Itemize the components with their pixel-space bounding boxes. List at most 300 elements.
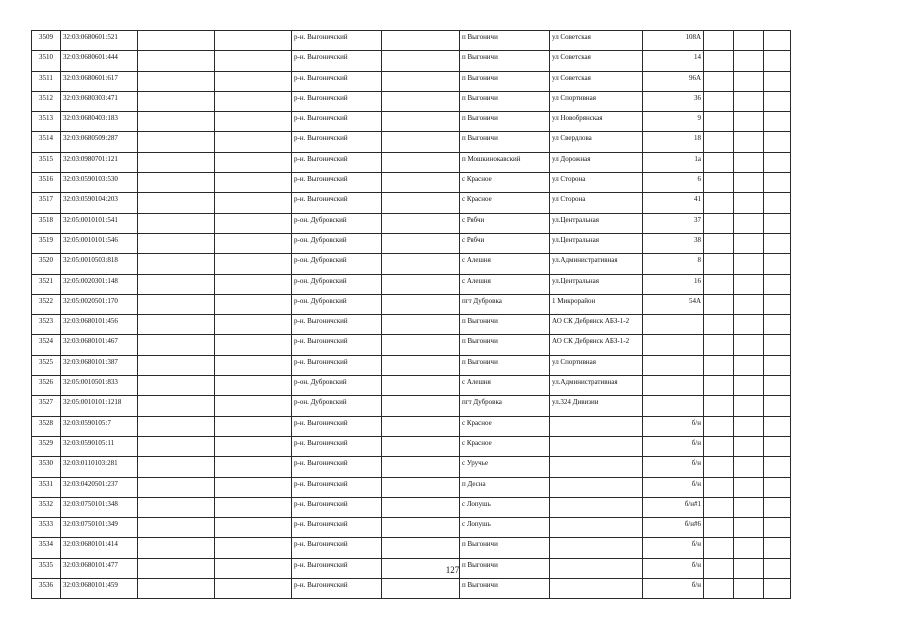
house-number-cell: 9 (643, 112, 704, 132)
empty-cell (734, 497, 764, 517)
table-row (32, 396, 791, 416)
empty-cell (764, 315, 791, 335)
table-row (32, 173, 791, 193)
empty-cell (382, 457, 460, 477)
empty-cell (764, 396, 791, 416)
empty-cell (215, 233, 292, 253)
street-cell (550, 436, 643, 456)
empty-cell (734, 173, 764, 193)
house-number-cell: 37 (643, 213, 704, 233)
district-cell: р-н. Выгоничский (292, 71, 382, 91)
row-number-cell: 3523 (32, 315, 61, 335)
empty-cell (215, 457, 292, 477)
table-row (32, 112, 791, 132)
empty-cell (734, 477, 764, 497)
row-number-cell: 3531 (32, 477, 61, 497)
empty-cell (764, 376, 791, 396)
empty-cell (764, 436, 791, 456)
house-number-cell: б/н#6 (643, 518, 704, 538)
empty-cell (704, 31, 734, 51)
empty-cell (734, 51, 764, 71)
district-cell: р-н. Выгоничский (292, 457, 382, 477)
empty-cell (382, 396, 460, 416)
street-cell: ул Дорожная (550, 152, 643, 172)
empty-cell (215, 274, 292, 294)
empty-cell (215, 355, 292, 375)
empty-cell (734, 193, 764, 213)
empty-cell (704, 112, 734, 132)
street-cell (550, 416, 643, 436)
table-row (32, 51, 791, 71)
district-cell: р-н. Выгоничский (292, 112, 382, 132)
empty-cell (382, 193, 460, 213)
empty-cell (764, 457, 791, 477)
cadastral-number-cell: 32:05:0020301:148 (61, 274, 138, 294)
row-number-cell: 3512 (32, 91, 61, 111)
cadastral-number-cell: 32:03:0680101:467 (61, 335, 138, 355)
locality-cell: с Рябчи (460, 233, 550, 253)
empty-cell (704, 335, 734, 355)
table-row (32, 355, 791, 375)
empty-cell (215, 477, 292, 497)
empty-cell (704, 376, 734, 396)
empty-cell (382, 233, 460, 253)
row-number-cell: 3521 (32, 274, 61, 294)
empty-cell (764, 274, 791, 294)
street-cell (550, 497, 643, 517)
empty-cell (764, 579, 791, 599)
district-cell: р-н. Выгоничский (292, 315, 382, 335)
table-row (32, 416, 791, 436)
empty-cell (764, 497, 791, 517)
cadastral-number-cell: 32:05:0010503:818 (61, 254, 138, 274)
district-cell: р-н. Выгоничский (292, 193, 382, 213)
empty-cell (215, 254, 292, 274)
empty-cell (382, 51, 460, 71)
empty-cell (138, 213, 215, 233)
district-cell: р-н. Выгоничский (292, 51, 382, 71)
locality-cell: с Красное (460, 173, 550, 193)
street-cell: ул Советская (550, 51, 643, 71)
district-cell: р-н. Выгоничский (292, 436, 382, 456)
empty-cell (215, 518, 292, 538)
empty-cell (764, 477, 791, 497)
empty-cell (704, 396, 734, 416)
table-row (32, 376, 791, 396)
table-row (32, 254, 791, 274)
cadastral-number-cell: 32:05:0010101:541 (61, 213, 138, 233)
house-number-cell: 6 (643, 173, 704, 193)
house-number-cell: 41 (643, 193, 704, 213)
empty-cell (704, 294, 734, 314)
table-row (32, 538, 791, 558)
empty-cell (764, 213, 791, 233)
cadastral-number-cell: 32:03:0680601:521 (61, 31, 138, 51)
empty-cell (764, 91, 791, 111)
table-row (32, 436, 791, 456)
district-cell: р-он. Дубровский (292, 213, 382, 233)
street-cell: 1 Микрорайон (550, 294, 643, 314)
cadastral-number-cell: 32:03:0680101:456 (61, 315, 138, 335)
house-number-cell: б/н (643, 416, 704, 436)
cadastral-number-cell: 32:03:0590104:203 (61, 193, 138, 213)
empty-cell (215, 416, 292, 436)
empty-cell (215, 91, 292, 111)
empty-cell (764, 416, 791, 436)
locality-cell: п Выгоничи (460, 71, 550, 91)
empty-cell (382, 173, 460, 193)
locality-cell: с Красное (460, 193, 550, 213)
table-body (32, 31, 791, 599)
street-cell: ул.Административная (550, 376, 643, 396)
locality-cell: пгт Дубровка (460, 396, 550, 416)
empty-cell (138, 294, 215, 314)
empty-cell (764, 193, 791, 213)
empty-cell (734, 416, 764, 436)
empty-cell (704, 51, 734, 71)
street-cell (550, 538, 643, 558)
row-number-cell: 3518 (32, 213, 61, 233)
table-row (32, 518, 791, 538)
district-cell: р-он. Дубровский (292, 396, 382, 416)
table-row (32, 233, 791, 253)
empty-cell (138, 51, 215, 71)
row-number-cell: 3530 (32, 457, 61, 477)
empty-cell (734, 315, 764, 335)
street-cell (550, 477, 643, 497)
street-cell: ул Сторона (550, 193, 643, 213)
empty-cell (382, 436, 460, 456)
table-row (32, 91, 791, 111)
empty-cell (734, 579, 764, 599)
empty-cell (138, 315, 215, 335)
locality-cell: с Алешня (460, 254, 550, 274)
row-number-cell: 3519 (32, 233, 61, 253)
locality-cell: с Уручье (460, 457, 550, 477)
empty-cell (704, 518, 734, 538)
empty-cell (764, 254, 791, 274)
locality-cell: пгт Дубровка (460, 294, 550, 314)
empty-cell (734, 538, 764, 558)
house-number-cell (643, 396, 704, 416)
table-row (32, 477, 791, 497)
empty-cell (704, 254, 734, 274)
empty-cell (138, 233, 215, 253)
empty-cell (734, 518, 764, 538)
empty-cell (704, 457, 734, 477)
district-cell: р-он. Дубровский (292, 274, 382, 294)
cadastral-number-cell: 32:03:0680403:183 (61, 112, 138, 132)
locality-cell: п Выгоничи (460, 579, 550, 599)
empty-cell (704, 274, 734, 294)
table-row (32, 274, 791, 294)
empty-cell (138, 193, 215, 213)
row-number-cell: 3529 (32, 436, 61, 456)
empty-cell (138, 274, 215, 294)
empty-cell (764, 112, 791, 132)
empty-cell (382, 112, 460, 132)
cadastral-number-cell: 32:05:0010101:1218 (61, 396, 138, 416)
table-row (32, 152, 791, 172)
empty-cell (734, 71, 764, 91)
cadastral-number-cell: 32:03:0680101:387 (61, 355, 138, 375)
table-row (32, 315, 791, 335)
cadastral-number-cell: 32:03:0590105:7 (61, 416, 138, 436)
street-cell: ул.324 Дивизии (550, 396, 643, 416)
empty-cell (215, 579, 292, 599)
house-number-cell (643, 376, 704, 396)
empty-cell (704, 132, 734, 152)
district-cell: р-он. Дубровский (292, 294, 382, 314)
house-number-cell: 14 (643, 51, 704, 71)
empty-cell (215, 213, 292, 233)
empty-cell (138, 335, 215, 355)
empty-cell (138, 71, 215, 91)
locality-cell: с Лопушь (460, 518, 550, 538)
empty-cell (704, 538, 734, 558)
empty-cell (734, 254, 764, 274)
empty-cell (764, 152, 791, 172)
district-cell: р-н. Выгоничский (292, 518, 382, 538)
street-cell: ул Советская (550, 31, 643, 51)
empty-cell (382, 254, 460, 274)
cadastral-number-cell: 32:03:0590103:530 (61, 173, 138, 193)
district-cell: р-н. Выгоничский (292, 477, 382, 497)
empty-cell (382, 152, 460, 172)
house-number-cell: б/н (643, 436, 704, 456)
empty-cell (764, 173, 791, 193)
empty-cell (734, 457, 764, 477)
street-cell: АО СК Дебрянск АБЗ-1-2 (550, 335, 643, 355)
empty-cell (138, 376, 215, 396)
empty-cell (764, 71, 791, 91)
empty-cell (382, 477, 460, 497)
street-cell: ул Свердлова (550, 132, 643, 152)
house-number-cell: 108А (643, 31, 704, 51)
row-number-cell: 3534 (32, 538, 61, 558)
empty-cell (382, 132, 460, 152)
row-number-cell: 3525 (32, 355, 61, 375)
empty-cell (382, 518, 460, 538)
row-number-cell: 3516 (32, 173, 61, 193)
empty-cell (734, 31, 764, 51)
empty-cell (382, 213, 460, 233)
empty-cell (382, 355, 460, 375)
cadastral-number-cell: 32:05:0020501:170 (61, 294, 138, 314)
row-number-cell: 3520 (32, 254, 61, 274)
cadastral-number-cell: 32:03:0680101:459 (61, 579, 138, 599)
empty-cell (764, 538, 791, 558)
locality-cell: п Мошкинокавский (460, 152, 550, 172)
cadastral-number-cell: 32:03:0980701:121 (61, 152, 138, 172)
locality-cell: п Выгоничи (460, 91, 550, 111)
empty-cell (764, 132, 791, 152)
district-cell: р-он. Дубровский (292, 254, 382, 274)
district-cell: р-н. Выгоничский (292, 91, 382, 111)
empty-cell (215, 538, 292, 558)
row-number-cell: 3528 (32, 416, 61, 436)
empty-cell (704, 173, 734, 193)
empty-cell (704, 91, 734, 111)
row-number-cell: 3535 (32, 558, 61, 578)
street-cell: ул.Административная (550, 254, 643, 274)
table-row (32, 71, 791, 91)
street-cell: ул.Центральная (550, 274, 643, 294)
row-number-cell: 3510 (32, 51, 61, 71)
locality-cell: с Лопушь (460, 497, 550, 517)
cadastral-number-cell: 32:03:0750101:348 (61, 497, 138, 517)
cadastral-number-cell: 32:03:0680101:414 (61, 538, 138, 558)
table-row (32, 31, 791, 51)
empty-cell (138, 132, 215, 152)
empty-cell (138, 152, 215, 172)
empty-cell (764, 335, 791, 355)
empty-cell (382, 274, 460, 294)
empty-cell (215, 376, 292, 396)
row-number-cell: 3527 (32, 396, 61, 416)
locality-cell: п Выгоничи (460, 51, 550, 71)
district-cell: р-он. Дубровский (292, 233, 382, 253)
empty-cell (138, 396, 215, 416)
row-number-cell: 3526 (32, 376, 61, 396)
locality-cell: с Рябчи (460, 213, 550, 233)
district-cell: р-он. Дубровский (292, 376, 382, 396)
table-row (32, 457, 791, 477)
empty-cell (734, 335, 764, 355)
cadastral-number-cell: 32:03:0110103:281 (61, 457, 138, 477)
house-number-cell: б/н (643, 457, 704, 477)
cadastral-number-cell: 32:03:0680509:287 (61, 132, 138, 152)
house-number-cell (643, 355, 704, 375)
house-number-cell: б/н (643, 579, 704, 599)
district-cell: р-н. Выгоничский (292, 579, 382, 599)
empty-cell (382, 315, 460, 335)
empty-cell (138, 254, 215, 274)
empty-cell (215, 396, 292, 416)
row-number-cell: 3517 (32, 193, 61, 213)
street-cell (550, 518, 643, 538)
empty-cell (734, 436, 764, 456)
empty-cell (138, 173, 215, 193)
empty-cell (138, 538, 215, 558)
house-number-cell: б/н (643, 538, 704, 558)
empty-cell (138, 355, 215, 375)
cadastral-number-cell: 32:03:0420501:237 (61, 477, 138, 497)
house-number-cell: б/н (643, 477, 704, 497)
empty-cell (734, 213, 764, 233)
house-number-cell: 96А (643, 71, 704, 91)
empty-cell (734, 233, 764, 253)
empty-cell (704, 579, 734, 599)
district-cell: р-н. Выгоничский (292, 355, 382, 375)
empty-cell (138, 436, 215, 456)
locality-cell: п Выгоничи (460, 315, 550, 335)
cadastral-number-cell: 32:05:0010501:833 (61, 376, 138, 396)
cadastral-number-cell: 32:03:0680601:617 (61, 71, 138, 91)
empty-cell (764, 355, 791, 375)
locality-cell: п Выгоничи (460, 558, 550, 578)
empty-cell (382, 71, 460, 91)
locality-cell: с Красное (460, 416, 550, 436)
empty-cell (382, 538, 460, 558)
empty-cell (215, 112, 292, 132)
empty-cell (215, 497, 292, 517)
empty-cell (764, 233, 791, 253)
street-cell: ул.Центральная (550, 233, 643, 253)
empty-cell (734, 112, 764, 132)
table-row (32, 132, 791, 152)
empty-cell (704, 315, 734, 335)
street-cell (550, 579, 643, 599)
row-number-cell: 3532 (32, 497, 61, 517)
house-number-cell: 8 (643, 254, 704, 274)
table-row (32, 579, 791, 599)
row-number-cell: 3513 (32, 112, 61, 132)
empty-cell (382, 294, 460, 314)
empty-cell (734, 274, 764, 294)
district-cell: р-н. Выгоничский (292, 497, 382, 517)
district-cell: р-н. Выгоничский (292, 558, 382, 578)
locality-cell: п Выгоничи (460, 112, 550, 132)
empty-cell (704, 477, 734, 497)
empty-cell (734, 132, 764, 152)
house-number-cell: б/н#1 (643, 497, 704, 517)
empty-cell (215, 152, 292, 172)
cadastral-number-cell: 32:05:0010101:546 (61, 233, 138, 253)
empty-cell (215, 436, 292, 456)
table-row (32, 335, 791, 355)
district-cell: р-н. Выгоничский (292, 335, 382, 355)
locality-cell: п Выгоничи (460, 31, 550, 51)
empty-cell (704, 152, 734, 172)
empty-cell (382, 497, 460, 517)
street-cell (550, 457, 643, 477)
table-row (32, 497, 791, 517)
locality-cell: п Выгоничи (460, 132, 550, 152)
row-number-cell: 3522 (32, 294, 61, 314)
empty-cell (734, 355, 764, 375)
row-number-cell: 3509 (32, 31, 61, 51)
district-cell: р-н. Выгоничский (292, 152, 382, 172)
street-cell: ул Спортивная (550, 355, 643, 375)
empty-cell (215, 335, 292, 355)
empty-cell (734, 152, 764, 172)
cadastral-number-cell: 32:03:0680303:471 (61, 91, 138, 111)
street-cell: ул Советская (550, 71, 643, 91)
empty-cell (215, 51, 292, 71)
table-row (32, 213, 791, 233)
table-row (32, 294, 791, 314)
empty-cell (734, 294, 764, 314)
empty-cell (382, 579, 460, 599)
row-number-cell: 3514 (32, 132, 61, 152)
empty-cell (382, 376, 460, 396)
district-cell: р-н. Выгоничский (292, 173, 382, 193)
district-cell: р-н. Выгоничский (292, 31, 382, 51)
empty-cell (138, 457, 215, 477)
house-number-cell: 16 (643, 274, 704, 294)
row-number-cell: 3536 (32, 579, 61, 599)
empty-cell (215, 315, 292, 335)
empty-cell (138, 416, 215, 436)
house-number-cell: б/н (643, 558, 704, 578)
street-cell: АО СК Дебрянск АБЗ-1-2 (550, 315, 643, 335)
empty-cell (138, 31, 215, 51)
empty-cell (704, 355, 734, 375)
street-cell: ул Спортивная (550, 91, 643, 111)
row-number-cell: 3524 (32, 335, 61, 355)
row-number-cell: 3533 (32, 518, 61, 538)
